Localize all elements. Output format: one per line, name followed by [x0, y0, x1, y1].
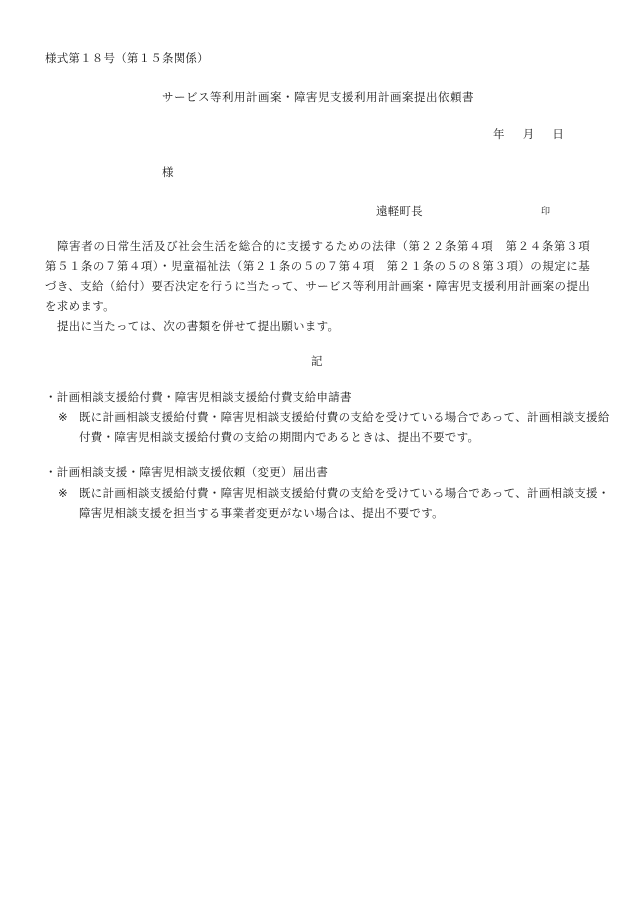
form-number: 様式第１８号（第１５条関係） — [45, 51, 209, 65]
date-year-label: 年 — [493, 127, 505, 141]
body-paragraph-2: 提出に当たっては、次の書類を併せて提出願います。 — [57, 319, 340, 333]
date-line — [493, 129, 564, 141]
body-paragraph-1: 障害者の日常生活及び社会生活を総合的に支援するための法律（第２２条第４項 第２４条第３項 第５１条の７第４項）・児童福祉法（第２１条の５の７第４項 第２１条の５の８第３項）の規定に基づき、支給（給付）要否決定を行うに当たって、サービス等利用計画案・障害児支援利用計画案の提出を求めます。 — [45, 239, 602, 313]
date-month-label: 月 — [522, 127, 535, 141]
item-1-note — [58, 407, 611, 447]
addressee-suffix: 様 — [162, 165, 174, 179]
ki-mark: 記 — [311, 354, 323, 368]
item-2-heading: ・計画相談支援・障害児相談支援依頼（変更）届出書 — [45, 465, 329, 479]
document-title: サービス等利用計画案・障害児支援利用計画案提出依頼書 — [162, 90, 474, 104]
item-1-note-mark: ※ — [58, 410, 68, 424]
item-2-note — [58, 483, 611, 523]
sender-name: 遠軽町長 — [376, 204, 423, 218]
date-day-label: 日 — [552, 127, 565, 141]
seal-mark: 印 — [541, 207, 551, 217]
item-1-note-text: 既に計画相談支援給付費・障害児相談支援給付費の支給を受けている場合であって、計画相談支援給付費・障害児相談支援給付費の支給の期間内であるときは、提出不要です。 — [79, 410, 610, 444]
item-2-note-mark: ※ — [58, 486, 68, 500]
item-2-note-text: 既に計画相談支援給付費・障害児相談支援給付費の支給を受けている場合であって、計画相談支援・障害児相談支援を担当する事業者変更がない場合は、提出不要です。 — [79, 486, 610, 520]
item-1-heading: ・計画相談支援給付費・障害児相談支援給付費支給申請書 — [45, 390, 352, 404]
